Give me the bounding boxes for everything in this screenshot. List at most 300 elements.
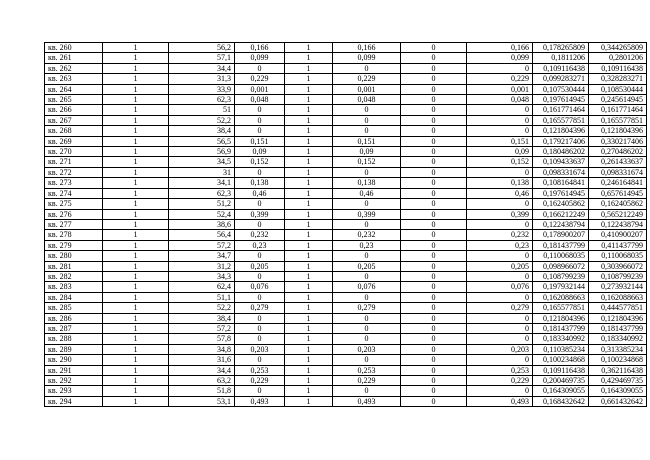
table-cell: 0,100234868 bbox=[533, 355, 589, 365]
table-cell: 1 bbox=[285, 209, 333, 219]
table-cell: 0,429469735 bbox=[589, 376, 647, 386]
table-row bbox=[45, 219, 647, 229]
table-cell: 1 bbox=[285, 53, 333, 63]
table-cell: 0,23 bbox=[467, 240, 533, 250]
table-cell: 0,279 bbox=[467, 303, 533, 313]
table-cell: 0,166212249 bbox=[533, 209, 589, 219]
table-cell: 0,253 bbox=[235, 365, 285, 375]
table-cell: 51,8 bbox=[169, 386, 235, 396]
table-cell: 34,1 bbox=[169, 178, 235, 188]
table-cell: 1 bbox=[285, 167, 333, 177]
table-cell: 0,109116438 bbox=[533, 63, 589, 73]
table-cell: 0,152 bbox=[467, 157, 533, 167]
table-cell: 1 bbox=[285, 365, 333, 375]
table-cell: 1 bbox=[103, 63, 169, 73]
table-cell: 0 bbox=[235, 199, 285, 209]
table-cell: 0,178265809 bbox=[533, 43, 589, 53]
table-cell: 0 bbox=[401, 115, 467, 125]
table-cell: 1 bbox=[285, 199, 333, 209]
table-cell: 0,165577851 bbox=[533, 303, 589, 313]
table-cell: 0 bbox=[333, 115, 401, 125]
table-cell: 1 bbox=[103, 251, 169, 261]
table-cell: кв. 269 bbox=[45, 136, 103, 146]
table-cell: 1 bbox=[285, 147, 333, 157]
table-cell: 0 bbox=[401, 188, 467, 198]
table-cell: 0,399 bbox=[235, 209, 285, 219]
table-cell: кв. 287 bbox=[45, 323, 103, 333]
table-cell: 1 bbox=[103, 95, 169, 105]
table-cell: 1 bbox=[285, 188, 333, 198]
table-cell: 0,098331674 bbox=[533, 167, 589, 177]
table-cell: 0 bbox=[235, 251, 285, 261]
table-cell: кв. 271 bbox=[45, 157, 103, 167]
table-cell: 0,152 bbox=[333, 157, 401, 167]
table-cell: 0,1811206 bbox=[533, 53, 589, 63]
table-cell: 1 bbox=[285, 74, 333, 84]
table-cell: 0,048 bbox=[333, 95, 401, 105]
table-cell: 1 bbox=[285, 95, 333, 105]
table-cell: 0,138 bbox=[333, 178, 401, 188]
table-cell: кв. 264 bbox=[45, 84, 103, 94]
table-cell: кв. 277 bbox=[45, 219, 103, 229]
table-cell: 0,253 bbox=[467, 365, 533, 375]
table-cell: 0,303966072 bbox=[589, 261, 647, 271]
table-cell: 0 bbox=[333, 386, 401, 396]
table-cell: 38,4 bbox=[169, 126, 235, 136]
table-cell: 0,399 bbox=[333, 209, 401, 219]
table-cell: 34,8 bbox=[169, 344, 235, 354]
table-cell: 1 bbox=[103, 167, 169, 177]
table-row bbox=[45, 95, 647, 105]
table-cell: 38,4 bbox=[169, 313, 235, 323]
table-cell: кв. 276 bbox=[45, 209, 103, 219]
table-cell: кв. 275 bbox=[45, 199, 103, 209]
table-cell: 0,121804396 bbox=[533, 126, 589, 136]
table-cell: 0,162405862 bbox=[589, 199, 647, 209]
table-row bbox=[45, 74, 647, 84]
table-cell: 0 bbox=[467, 313, 533, 323]
table-cell: 1 bbox=[285, 43, 333, 53]
table-cell: 0,108799239 bbox=[589, 271, 647, 281]
data-table bbox=[44, 42, 647, 407]
table-body bbox=[45, 43, 647, 407]
table-cell: 0,180486202 bbox=[533, 147, 589, 157]
table-cell: 1 bbox=[103, 84, 169, 94]
table-row bbox=[45, 396, 647, 406]
table-cell: 52,2 bbox=[169, 115, 235, 125]
table-cell: 0 bbox=[467, 355, 533, 365]
table-cell: 0 bbox=[401, 126, 467, 136]
table-row bbox=[45, 157, 647, 167]
table-row bbox=[45, 303, 647, 313]
table-cell: 0,493 bbox=[235, 396, 285, 406]
table-cell: 0,122438794 bbox=[533, 219, 589, 229]
table-cell: 0,09 bbox=[333, 147, 401, 157]
table-cell: 0,46 bbox=[467, 188, 533, 198]
table-cell: 0,246164841 bbox=[589, 178, 647, 188]
table-cell: 1 bbox=[103, 157, 169, 167]
table-cell: кв. 293 bbox=[45, 386, 103, 396]
table-cell: 1 bbox=[285, 63, 333, 73]
table-cell: 1 bbox=[285, 334, 333, 344]
table-cell: 0,109433637 bbox=[533, 157, 589, 167]
table-row bbox=[45, 313, 647, 323]
table-cell: 1 bbox=[285, 271, 333, 281]
table-cell: 0,121804396 bbox=[589, 313, 647, 323]
table-cell: кв. 273 bbox=[45, 178, 103, 188]
table-cell: 0,410900207 bbox=[589, 230, 647, 240]
table-cell: 0 bbox=[401, 292, 467, 302]
table-cell: 0 bbox=[401, 63, 467, 73]
table-cell: 56,9 bbox=[169, 147, 235, 157]
table-cell: 0,261433637 bbox=[589, 157, 647, 167]
table-cell: 0 bbox=[401, 323, 467, 333]
table-cell: 1 bbox=[285, 105, 333, 115]
table-cell: 1 bbox=[285, 323, 333, 333]
table-cell: 0 bbox=[333, 105, 401, 115]
table-cell: 0 bbox=[333, 219, 401, 229]
table-cell: 1 bbox=[285, 115, 333, 125]
table-cell: 0,001 bbox=[333, 84, 401, 94]
table-cell: 33,9 bbox=[169, 84, 235, 94]
table-cell: 31 bbox=[169, 167, 235, 177]
table-cell: 1 bbox=[285, 230, 333, 240]
table-cell: 0 bbox=[333, 271, 401, 281]
table-cell: 0,232 bbox=[333, 230, 401, 240]
table-cell: 0 bbox=[235, 167, 285, 177]
table-cell: 1 bbox=[285, 386, 333, 396]
table-cell: кв. 289 bbox=[45, 344, 103, 354]
table-cell: 0 bbox=[401, 74, 467, 84]
table-cell: 0 bbox=[235, 386, 285, 396]
table-cell: 31,2 bbox=[169, 261, 235, 271]
table-cell: 0 bbox=[235, 271, 285, 281]
table-cell: 0 bbox=[333, 126, 401, 136]
table-row bbox=[45, 199, 647, 209]
table-cell: 0 bbox=[333, 313, 401, 323]
table-cell: 0,076 bbox=[467, 282, 533, 292]
table-cell: 62,3 bbox=[169, 95, 235, 105]
table-cell: 0,122438794 bbox=[589, 219, 647, 229]
table-cell: 0,165577851 bbox=[589, 115, 647, 125]
table-cell: 1 bbox=[103, 115, 169, 125]
table-cell: 0,23 bbox=[333, 240, 401, 250]
table-cell: 1 bbox=[285, 251, 333, 261]
table-cell: 0 bbox=[401, 334, 467, 344]
table-cell: 0,253 bbox=[333, 365, 401, 375]
table-cell: 34,4 bbox=[169, 63, 235, 73]
table-cell: 0 bbox=[467, 199, 533, 209]
table-cell: 0 bbox=[401, 386, 467, 396]
table-cell: 0,232 bbox=[467, 230, 533, 240]
table-cell: 0,098966072 bbox=[533, 261, 589, 271]
table-cell: 34,5 bbox=[169, 157, 235, 167]
table-cell: 0,152 bbox=[235, 157, 285, 167]
table-cell: 0,162088663 bbox=[589, 292, 647, 302]
table-cell: 0 bbox=[401, 355, 467, 365]
table-cell: 0,168432642 bbox=[533, 396, 589, 406]
table-row bbox=[45, 365, 647, 375]
table-cell: 51,1 bbox=[169, 292, 235, 302]
table-cell: 1 bbox=[285, 303, 333, 313]
table-cell: 0 bbox=[467, 251, 533, 261]
table-cell: 0,110385234 bbox=[533, 344, 589, 354]
table-cell: 0 bbox=[401, 240, 467, 250]
table-cell: 0,048 bbox=[467, 95, 533, 105]
table-cell: 0,108164841 bbox=[533, 178, 589, 188]
table-cell: 0,197614945 bbox=[533, 95, 589, 105]
table-cell: 0 bbox=[235, 355, 285, 365]
table-cell: кв. 270 bbox=[45, 147, 103, 157]
table-cell: 1 bbox=[103, 147, 169, 157]
table-cell: 0,09 bbox=[235, 147, 285, 157]
table-cell: 0,197614945 bbox=[533, 188, 589, 198]
table-cell: 1 bbox=[103, 209, 169, 219]
table-cell: 1 bbox=[103, 323, 169, 333]
table-cell: кв. 266 bbox=[45, 105, 103, 115]
table-cell: 0 bbox=[401, 271, 467, 281]
table-cell: 0,09 bbox=[467, 147, 533, 157]
table-row bbox=[45, 63, 647, 73]
table-row bbox=[45, 251, 647, 261]
table-cell: 0,313385234 bbox=[589, 344, 647, 354]
table-cell: 0 bbox=[401, 344, 467, 354]
table-cell: 0,270486202 bbox=[589, 147, 647, 157]
table-cell: 0 bbox=[401, 376, 467, 386]
table-cell: 1 bbox=[285, 355, 333, 365]
table-cell: 1 bbox=[285, 84, 333, 94]
table-cell: 0,166 bbox=[467, 43, 533, 53]
table-cell: 0 bbox=[235, 292, 285, 302]
table-cell: 0 bbox=[333, 199, 401, 209]
table-cell: 1 bbox=[103, 282, 169, 292]
table-cell: 0,46 bbox=[333, 188, 401, 198]
table-cell: 1 bbox=[103, 344, 169, 354]
table-cell: 1 bbox=[285, 240, 333, 250]
table-cell: 0,164309055 bbox=[533, 386, 589, 396]
table-cell: 0,245614945 bbox=[589, 95, 647, 105]
table-cell: 1 bbox=[103, 292, 169, 302]
table-cell: 0,179217406 bbox=[533, 136, 589, 146]
document-page bbox=[44, 42, 647, 407]
table-row bbox=[45, 240, 647, 250]
table-cell: 38,6 bbox=[169, 219, 235, 229]
table-cell: кв. 274 bbox=[45, 188, 103, 198]
table-cell: 0,181437799 bbox=[533, 240, 589, 250]
table-cell: кв. 280 bbox=[45, 251, 103, 261]
table-row bbox=[45, 136, 647, 146]
table-cell: кв. 265 bbox=[45, 95, 103, 105]
table-cell: 0,229 bbox=[235, 74, 285, 84]
table-cell: 1 bbox=[103, 74, 169, 84]
table-cell: 0 bbox=[333, 63, 401, 73]
table-cell: 0,362116438 bbox=[589, 365, 647, 375]
table-cell: 0,205 bbox=[467, 261, 533, 271]
table-cell: 0,164309055 bbox=[589, 386, 647, 396]
table-row bbox=[45, 271, 647, 281]
table-cell: 51,2 bbox=[169, 199, 235, 209]
table-cell: 0,162405862 bbox=[533, 199, 589, 209]
table-cell: 0,107530444 bbox=[533, 84, 589, 94]
table-cell: 0 bbox=[401, 209, 467, 219]
table-cell: 0,279 bbox=[235, 303, 285, 313]
table-cell: 0,344265809 bbox=[589, 43, 647, 53]
table-cell: 0,121804396 bbox=[533, 313, 589, 323]
table-cell: 0,181437799 bbox=[589, 323, 647, 333]
table-cell: 1 bbox=[285, 396, 333, 406]
table-cell: 57,2 bbox=[169, 323, 235, 333]
table-cell: 0,657614945 bbox=[589, 188, 647, 198]
table-cell: 0,076 bbox=[235, 282, 285, 292]
table-cell: 0,001 bbox=[467, 84, 533, 94]
table-cell: 0,661432642 bbox=[589, 396, 647, 406]
table-row bbox=[45, 53, 647, 63]
table-row bbox=[45, 261, 647, 271]
table-cell: 0,183340992 bbox=[589, 334, 647, 344]
table-cell: 0 bbox=[467, 271, 533, 281]
table-cell: 62,3 bbox=[169, 188, 235, 198]
table-cell: 0 bbox=[401, 157, 467, 167]
table-cell: кв. 288 bbox=[45, 334, 103, 344]
table-cell: 0 bbox=[467, 115, 533, 125]
table-cell: кв. 260 bbox=[45, 43, 103, 53]
table-cell: 0,178900207 bbox=[533, 230, 589, 240]
table-cell: 0,161771464 bbox=[533, 105, 589, 115]
table-cell: 0,328283271 bbox=[589, 74, 647, 84]
table-cell: 57,2 bbox=[169, 240, 235, 250]
table-row bbox=[45, 292, 647, 302]
table-cell: кв. 279 bbox=[45, 240, 103, 250]
table-cell: 1 bbox=[103, 126, 169, 136]
table-row bbox=[45, 105, 647, 115]
table-cell: 1 bbox=[103, 188, 169, 198]
table-cell: 0,493 bbox=[333, 396, 401, 406]
table-cell: 56,4 bbox=[169, 230, 235, 240]
table-cell: 0,121804396 bbox=[589, 126, 647, 136]
table-cell: 0,205 bbox=[333, 261, 401, 271]
table-cell: 1 bbox=[103, 376, 169, 386]
table-cell: 0 bbox=[333, 323, 401, 333]
table-cell: 0,100234868 bbox=[589, 355, 647, 365]
table-cell: 0 bbox=[467, 386, 533, 396]
table-cell: 0,181437799 bbox=[533, 323, 589, 333]
table-cell: 1 bbox=[103, 53, 169, 63]
table-cell: 0 bbox=[467, 219, 533, 229]
table-cell: 0 bbox=[401, 84, 467, 94]
table-cell: 0 bbox=[401, 303, 467, 313]
table-cell: 0,46 bbox=[235, 188, 285, 198]
table-cell: 0,166 bbox=[235, 43, 285, 53]
table-cell: 0,493 bbox=[467, 396, 533, 406]
table-cell: 0,279 bbox=[333, 303, 401, 313]
table-cell: 1 bbox=[285, 261, 333, 271]
table-cell: 63,2 bbox=[169, 376, 235, 386]
table-cell: 0 bbox=[467, 63, 533, 73]
table-cell: 0,273932144 bbox=[589, 282, 647, 292]
table-cell: 0 bbox=[401, 251, 467, 261]
table-cell: 31,6 bbox=[169, 355, 235, 365]
table-cell: 0 bbox=[401, 147, 467, 157]
table-cell: 1 bbox=[103, 199, 169, 209]
table-cell: 0,138 bbox=[235, 178, 285, 188]
table-cell: 0 bbox=[401, 396, 467, 406]
table-cell: 0,166 bbox=[333, 43, 401, 53]
table-cell: 1 bbox=[103, 43, 169, 53]
table-cell: 0,110068035 bbox=[533, 251, 589, 261]
table-row bbox=[45, 323, 647, 333]
table-cell: 0,229 bbox=[235, 376, 285, 386]
table-cell: 0,2801206 bbox=[589, 53, 647, 63]
table-cell: 0,229 bbox=[467, 74, 533, 84]
table-cell: 0,138 bbox=[467, 178, 533, 188]
table-cell: 0,229 bbox=[467, 376, 533, 386]
table-cell: 0 bbox=[235, 323, 285, 333]
table-cell: 0 bbox=[235, 126, 285, 136]
table-row bbox=[45, 334, 647, 344]
table-cell: кв. 261 bbox=[45, 53, 103, 63]
table-cell: 0 bbox=[235, 219, 285, 229]
table-cell: 1 bbox=[103, 230, 169, 240]
table-cell: 0 bbox=[333, 292, 401, 302]
table-cell: 56,2 bbox=[169, 43, 235, 53]
table-cell: 0,203 bbox=[333, 344, 401, 354]
table-row bbox=[45, 282, 647, 292]
table-cell: кв. 290 bbox=[45, 355, 103, 365]
table-cell: 0,099 bbox=[333, 53, 401, 63]
table-cell: кв. 285 bbox=[45, 303, 103, 313]
table-cell: 0 bbox=[401, 282, 467, 292]
table-cell: 34,7 bbox=[169, 251, 235, 261]
table-cell: 0,108799239 bbox=[533, 271, 589, 281]
table-row bbox=[45, 188, 647, 198]
table-cell: 52,4 bbox=[169, 209, 235, 219]
table-cell: 0,099 bbox=[467, 53, 533, 63]
table-cell: 0,099 bbox=[235, 53, 285, 63]
table-cell: 1 bbox=[103, 396, 169, 406]
table-cell: 34,3 bbox=[169, 271, 235, 281]
table-cell: 1 bbox=[103, 303, 169, 313]
table-cell: кв. 283 bbox=[45, 282, 103, 292]
table-cell: кв. 291 bbox=[45, 365, 103, 375]
table-cell: 0 bbox=[401, 219, 467, 229]
table-cell: 1 bbox=[285, 126, 333, 136]
table-cell: 1 bbox=[103, 261, 169, 271]
table-cell: 0 bbox=[467, 292, 533, 302]
table-cell: 56,5 bbox=[169, 136, 235, 146]
table-cell: 0,330217406 bbox=[589, 136, 647, 146]
table-cell: 1 bbox=[285, 292, 333, 302]
table-cell: 0 bbox=[467, 105, 533, 115]
table-cell: 51 bbox=[169, 105, 235, 115]
table-cell: кв. 294 bbox=[45, 396, 103, 406]
table-cell: 0 bbox=[401, 136, 467, 146]
table-cell: кв. 281 bbox=[45, 261, 103, 271]
table-cell: 0,151 bbox=[467, 136, 533, 146]
table-cell: 0 bbox=[401, 43, 467, 53]
table-cell: 52,2 bbox=[169, 303, 235, 313]
table-cell: 1 bbox=[285, 282, 333, 292]
table-cell: 0 bbox=[333, 334, 401, 344]
table-cell: 0 bbox=[401, 95, 467, 105]
table-cell: 0 bbox=[467, 323, 533, 333]
table-cell: 0 bbox=[401, 365, 467, 375]
table-cell: 62,4 bbox=[169, 282, 235, 292]
table-cell: 0,444577851 bbox=[589, 303, 647, 313]
table-cell: кв. 286 bbox=[45, 313, 103, 323]
table-cell: 1 bbox=[103, 365, 169, 375]
table-cell: 0,098331674 bbox=[589, 167, 647, 177]
table-cell: 0 bbox=[401, 199, 467, 209]
